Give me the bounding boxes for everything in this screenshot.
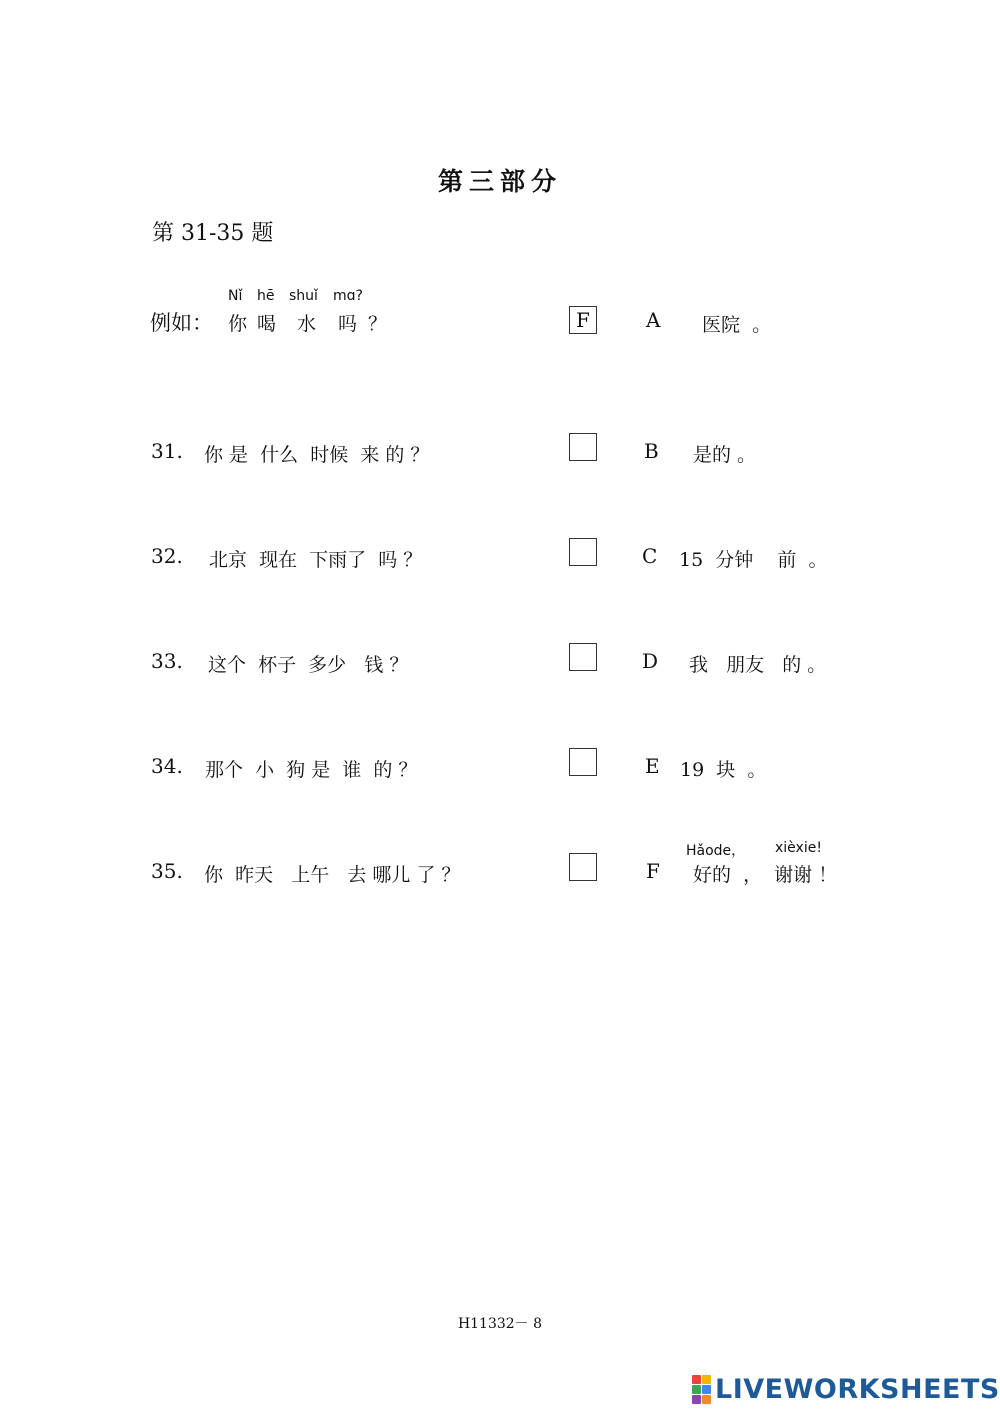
question-number: 34. [151, 754, 183, 778]
option-letter: A [646, 308, 661, 332]
answer-box-31[interactable] [569, 433, 597, 461]
section-title: 第三部分 [437, 167, 562, 196]
logo-square [692, 1395, 701, 1404]
logo-square [702, 1385, 711, 1394]
question-number: 35. [151, 859, 183, 883]
logo-square [692, 1385, 701, 1394]
option-text: 19 块 。 [680, 759, 767, 781]
answer-box-33[interactable] [569, 643, 597, 671]
question-text: 你 昨天 上午 去 哪儿 了 ？ [204, 864, 461, 886]
example-char-1: 你 [228, 313, 248, 335]
page-footer: H11332－ 8 [457, 1316, 543, 1332]
example-answer-box: F [569, 306, 597, 334]
example-label: 例如： [150, 311, 213, 335]
example-pinyin-2: hē [257, 288, 275, 304]
logo-square [702, 1395, 711, 1404]
question-number: 33. [151, 649, 183, 673]
example-char-3: 水 [297, 313, 317, 335]
logo-square [692, 1375, 701, 1384]
option-letter: F [646, 859, 660, 883]
example-char-5: ？ [368, 313, 388, 335]
option-letter: D [642, 649, 659, 673]
option-letter: E [645, 754, 660, 778]
answer-box-35[interactable] [569, 853, 597, 881]
option-letter: C [642, 544, 658, 568]
logo-text: LIVEWORKSHEETS [715, 1374, 1000, 1405]
question-number: 32. [151, 544, 183, 568]
option-letter: B [644, 439, 659, 463]
example-pinyin-3: shuǐ [289, 288, 318, 304]
option-pinyin-2: xièxie! [775, 840, 822, 856]
example-char-2: 喝 [257, 313, 277, 335]
question-text: 你 是 什么 时候 来 的 ？ [204, 444, 430, 466]
answer-box-34[interactable] [569, 748, 597, 776]
question-text: 那个 小 狗 是 谁 的 ？ [205, 759, 418, 781]
question-text: 北京 现在 下雨了 吗 ？ [209, 549, 423, 571]
option-text: 好的 ， 谢谢 ！ [693, 864, 838, 886]
example-char-4: 吗 [338, 313, 358, 335]
option-text: 我 朋友 的 。 [689, 654, 827, 676]
option-text: 15 分钟 前 。 [679, 549, 828, 571]
option-text: 医院 。 [702, 314, 772, 336]
answer-box-32[interactable] [569, 538, 597, 566]
liveworksheets-logo [692, 1374, 1000, 1405]
option-pinyin-1: Hǎode， [686, 843, 746, 859]
example-pinyin-1: Nǐ [228, 288, 243, 304]
question-range-subtitle: 第 31-35 题 [152, 221, 274, 246]
question-number: 31. [151, 439, 183, 463]
option-text: 是的 。 [693, 444, 757, 466]
example-pinyin-4: mɑ? [333, 288, 363, 304]
logo-square [702, 1375, 711, 1384]
logo-grid-icon [692, 1375, 711, 1404]
question-text: 这个 杯子 多少 钱 ？ [208, 654, 409, 676]
